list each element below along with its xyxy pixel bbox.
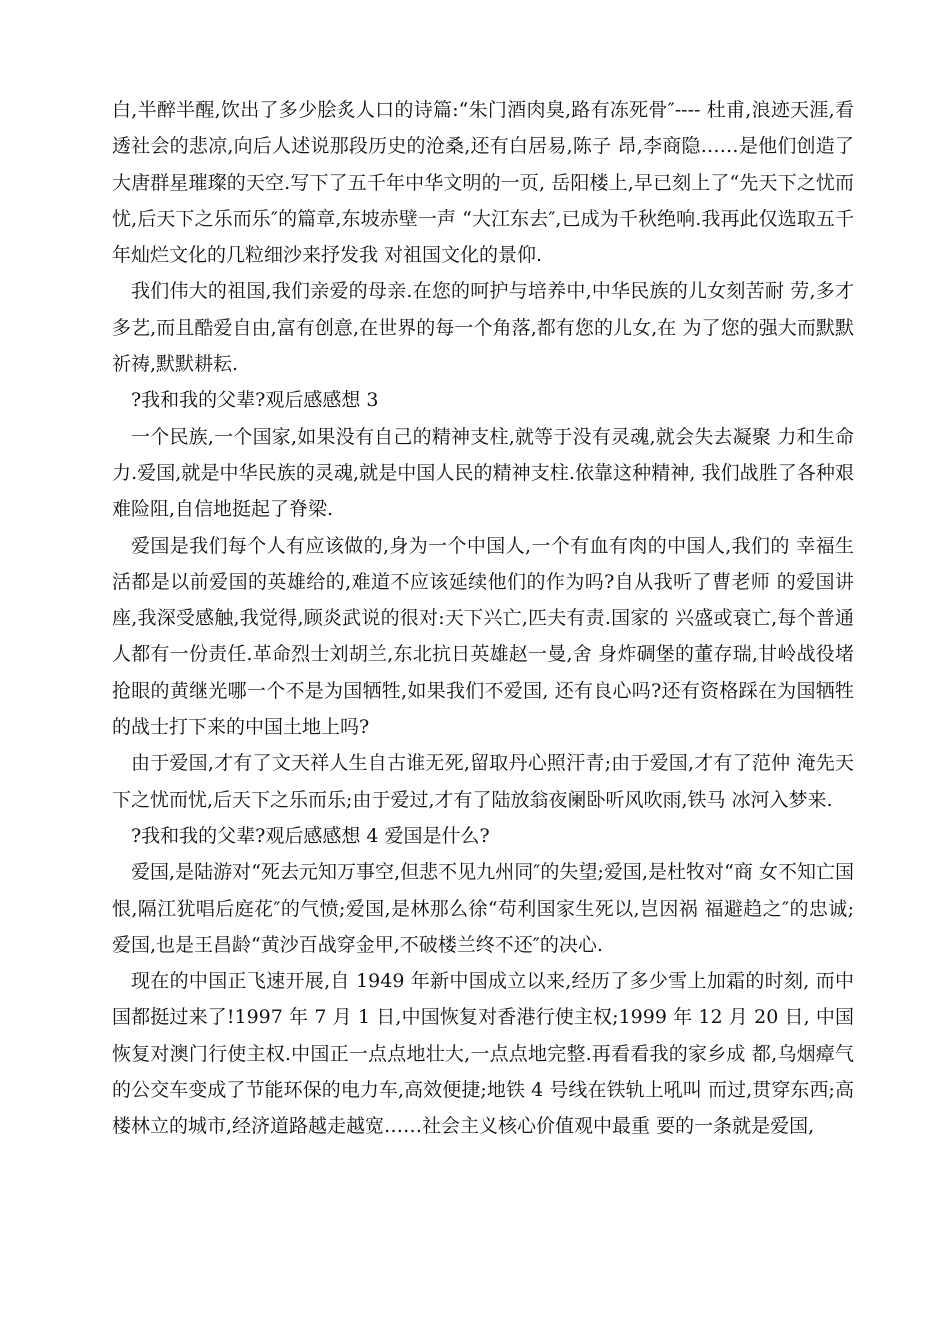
paragraph-6: 爱国,是陆游对“死去元知万事空,但悲不见九州同″的失望;爱国,是杜牧对“商 女不知亡国恨,隔江犹唱后庭花″的气愤;爱国,是林那么徐“苟利国家生死以,岂因祸 福避趋之″的忠诚;爱国,也是王昌龄“黄沙百战穿金甲,不破楼兰终不还″的决心. — [112, 861, 854, 956]
paragraph-7: 现在的中国正飞速开展,自 1949 年新中国成立以来,经历了多少雪上加霜的时刻, 而中国都挺过来了!1997 年 7 月 1 日,中国恢复对香港行使主权;1999 年 12 月 20 日, 中国恢复对澳门行使主权.中国正一点点地壮大,一点点地完整.再看看我的家乡成 都,乌烟瘴气的公交车变成了节能环保的电力车,高效便捷;地铁 4 号线在铁轨上吼叫 而过,贯穿东西;高楼林立的城市,经济道路越走越宽……社会主义核心价值观中最重 要的一条就是爱国, — [112, 970, 854, 1138]
paragraph-2: 我们伟大的祖国,我们亲爱的母亲.在您的呵护与培养中,中华民族的儿女刻苦耐 劳,多才多艺,而且酷爱自由,富有创意,在世界的每一个角落,都有您的儿女,在 为了您的强大而默默祈祷,默默耕耘. — [112, 280, 854, 376]
paragraph-3: 一个民族,一个国家,如果没有自己的精神支柱,就等于没有灵魂,就会失去凝聚 力和生命力.爱国,就是中华民族的灵魂,就是中国人民的精神支柱.依靠这种精神, 我们战胜了各种艰难险阻,自信地挺起了脊梁. — [112, 425, 854, 521]
paragraph-4: 爱国是我们每个人有应该做的,身为一个中国人,一个有血有肉的中国人,我们的 幸福生活都是以前爱国的英雄给的,难道不应该延续他们的作为吗?自从我听了曹老师 的爱国讲座,我深受感触,我觉得,顾炎武说的很对:天下兴亡,匹夫有责.国家的 兴盛或衰亡,每个普通人都有一份责任.革命烈士刘胡兰,东北抗日英雄赵一曼,舍 身炸碉堡的董存瑞,甘岭战役堵抢眼的黄继光哪一个不是为国牺牲,如果我们不爱国, 还有良心吗?还有资格踩在为国牺牲的战士打下来的中国土地上吗? — [112, 534, 854, 739]
section-heading-3: ?我和我的父辈?观后感感想 3 — [131, 389, 379, 412]
document-page — [112, 92, 854, 1145]
paragraph-1: 白,半醉半醒,饮出了多少脍炙人口的诗篇:“朱门酒肉臭,路有冻死骨″---- 杜甫,浪迹天涯,看透社会的悲凉,向后人述说那段历史的沧桑,还有白居易,陈子 昂,李商隐……是他们创造了大唐群星璀璨的天空.写下了五千年中华文明的一页, 岳阳楼上,早已刻上了“先天下之忧而忧,后天下之乐而乐″的篇章,东坡赤壁一声 “大江东去″,已成为千秋绝响.我再此仅选取五千年灿烂文化的几粒细沙来抒发我 对祖国文化的景仰. — [112, 99, 854, 267]
paragraph-5: 由于爱国,才有了文天祥人生自古谁无死,留取丹心照汗青;由于爱国,才有了范仲 淹先天下之忧而忧,后天下之乐而乐;由于爱过,才有了陆放翁夜阑卧听风吹雨,铁马 冰河入梦来. — [112, 752, 854, 811]
section-heading-4: ?我和我的父辈?观后感感想 4 爱国是什么? — [131, 824, 490, 847]
